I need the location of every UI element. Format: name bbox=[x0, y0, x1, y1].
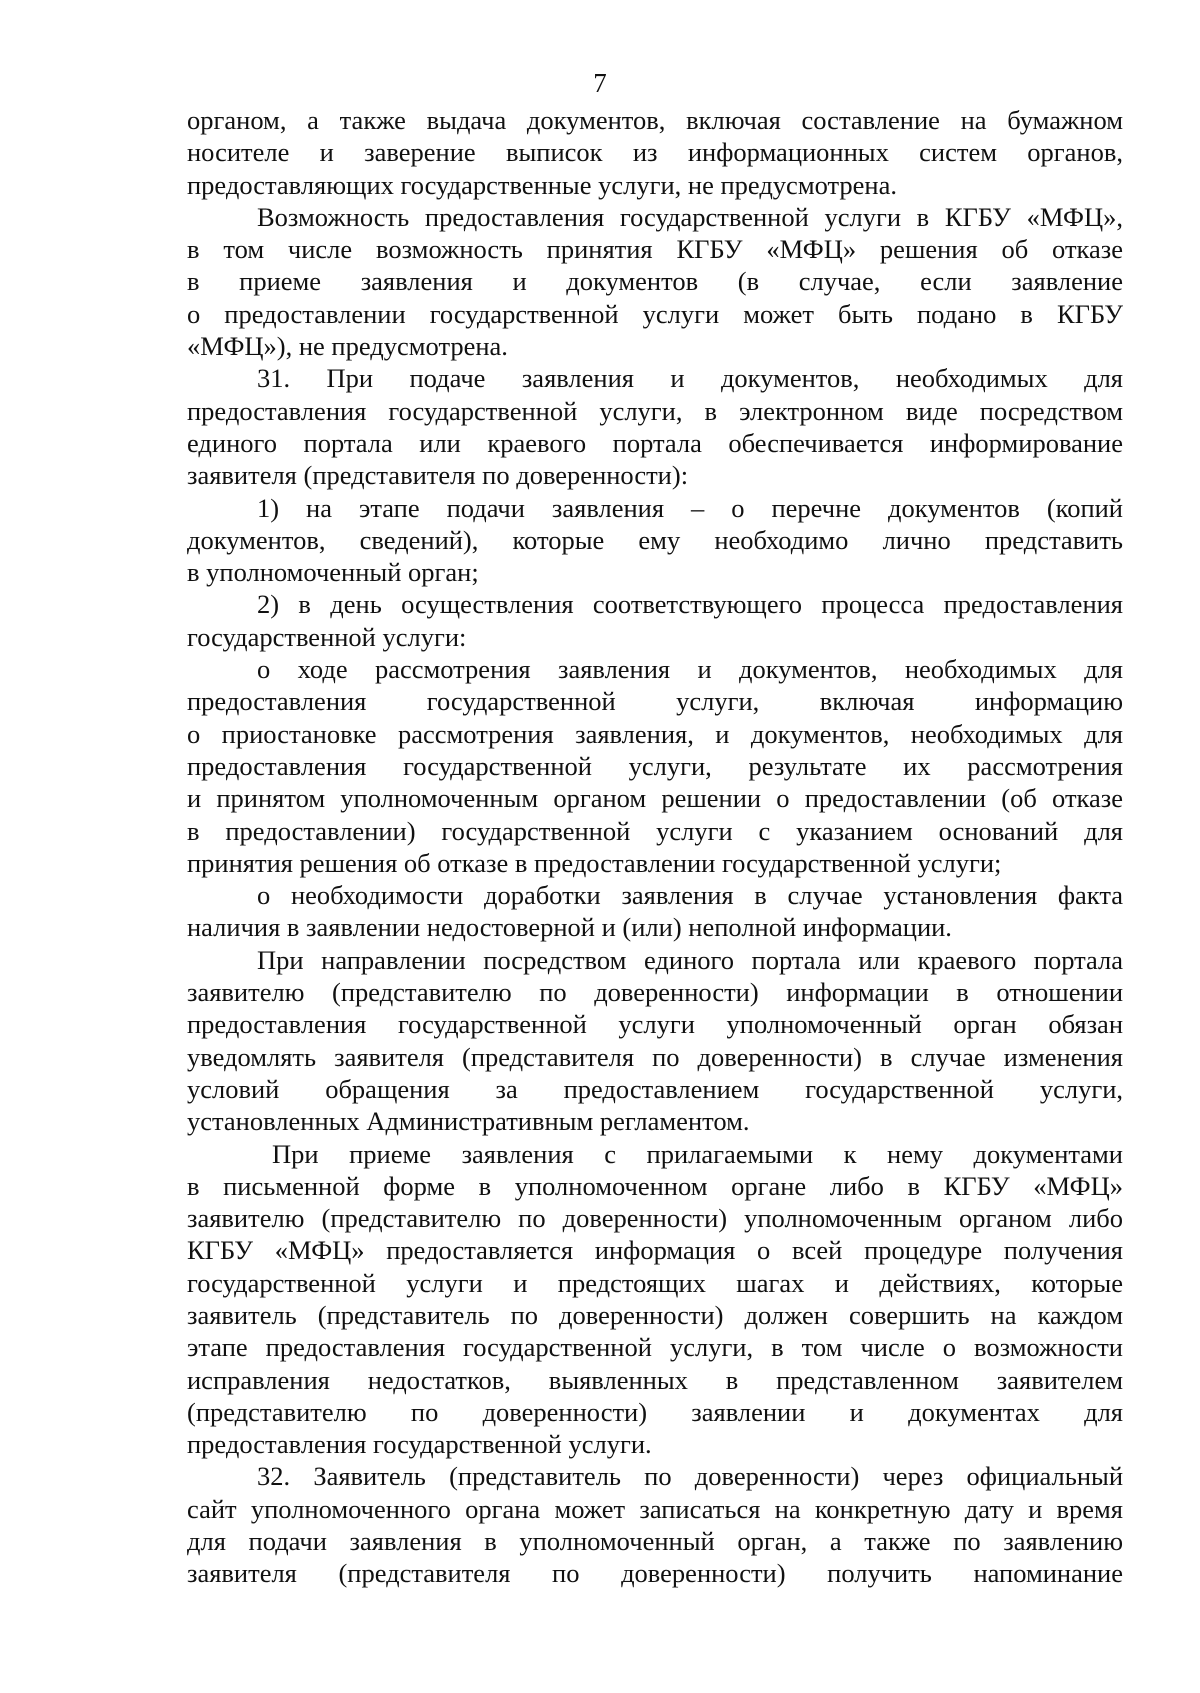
text-line: КГБУ «МФЦ» предоставляется информация о всей процедуре получения bbox=[187, 1235, 1123, 1266]
text-line: предоставления государственной услуги, результате их рассмотрения bbox=[187, 750, 1123, 781]
text-line: о предоставлении государственной услуги может быть подано в КГБУ bbox=[187, 298, 1123, 329]
text-line: этапе предоставления государственной услуги, в том числе о возможности bbox=[187, 1332, 1123, 1363]
paragraph bbox=[187, 362, 1123, 491]
text-line: о ходе рассмотрения заявления и документов, необходимых для bbox=[257, 654, 1123, 685]
text-line: сайт уполномоченного органа может записаться на конкретную дату и время bbox=[187, 1493, 1123, 1524]
text-line: заявителя (представителя по доверенности): bbox=[187, 460, 689, 491]
text-line: о необходимости доработки заявления в случае установления факта bbox=[257, 880, 1123, 911]
text-line: (представителю по доверенности) заявлении и документах для bbox=[187, 1396, 1123, 1427]
paragraph bbox=[187, 944, 1123, 1138]
text-line: в том числе возможность принятия КГБУ «МФЦ» решения об отказе bbox=[187, 234, 1123, 265]
text-line: 1) на этапе подачи заявления – о перечне документов (копий bbox=[257, 492, 1123, 523]
text-line: принятия решения об отказе в предоставлении государственной услуги; bbox=[187, 847, 1002, 878]
text-line: предоставления государственной услуги. bbox=[187, 1429, 652, 1460]
text-line: государственной услуги: bbox=[187, 621, 467, 652]
text-line: предоставления государственной услуги уполномоченный орган обязан bbox=[187, 1009, 1123, 1040]
text-line: заявитель (представитель по доверенности) должен совершить на каждом bbox=[187, 1299, 1123, 1330]
text-line: исправления недостатков, выявленных в представленном заявителем bbox=[187, 1364, 1123, 1395]
text-line: государственной услуги и предстоящих шагах и действиях, которые bbox=[187, 1267, 1123, 1298]
text-line: единого портала или краевого портала обеспечивается информирование bbox=[187, 427, 1123, 458]
text-line: заявителю (представителю по доверенности) информации в отношении bbox=[187, 977, 1123, 1008]
text-line: наличия в заявлении недостоверной и (или) неполной информации. bbox=[187, 912, 952, 943]
paragraph bbox=[187, 588, 1123, 653]
text-line: заявителя (представителя по доверенности) получить напоминание bbox=[187, 1558, 1123, 1589]
page-number: 7 bbox=[593, 68, 607, 98]
text-line: предоставляющих государственные услуги, не предусмотрена. bbox=[187, 169, 897, 200]
text-line: в письменной форме в уполномоченном органе либо в КГБУ «МФЦ» bbox=[187, 1170, 1123, 1201]
text-line: При приеме заявления с прилагаемыми к нему документами bbox=[272, 1138, 1123, 1169]
paragraph bbox=[187, 492, 1123, 589]
text-line: о приостановке рассмотрения заявления, и документов, необходимых для bbox=[187, 718, 1123, 749]
text-line: носителе и заверение выписок из информационных систем органов, bbox=[187, 137, 1123, 168]
text-line: заявителю (представителю по доверенности) уполномоченным органом либо bbox=[187, 1203, 1123, 1234]
paragraph bbox=[187, 201, 1123, 362]
text-line: Возможность предоставления государственной услуги в КГБУ «МФЦ», bbox=[257, 201, 1123, 232]
paragraph bbox=[187, 1460, 1123, 1589]
text-line: предоставления государственной услуги, включая информацию bbox=[187, 686, 1123, 717]
text-line: условий обращения за предоставлением государственной услуги, bbox=[187, 1073, 1123, 1104]
text-line: 2) в день осуществления соответствующего процесса предоставления bbox=[257, 589, 1123, 620]
text-line: документов, сведений), которые ему необходимо лично представить bbox=[187, 524, 1123, 555]
text-line: При направлении посредством единого портала или краевого портала bbox=[257, 944, 1123, 975]
text-line: уведомлять заявителя (представителя по доверенности) в случае изменения bbox=[187, 1041, 1123, 1072]
paragraph bbox=[187, 104, 1123, 201]
text-line: «МФЦ»), не предусмотрена. bbox=[187, 331, 508, 362]
paragraph bbox=[187, 1138, 1123, 1461]
text-line: установленных Административным регламентом. bbox=[187, 1106, 750, 1137]
text-line: в уполномоченный орган; bbox=[187, 557, 479, 588]
text-line: предоставления государственной услуги, в электронном виде посредством bbox=[187, 395, 1123, 426]
text-line: для подачи заявления в уполномоченный орган, а также по заявлению bbox=[187, 1526, 1123, 1557]
text-line: 31. При подаче заявления и документов, необходимых для bbox=[257, 363, 1123, 394]
paragraph bbox=[187, 879, 1123, 944]
text-line: 32. Заявитель (представитель по доверенности) через официальный bbox=[257, 1461, 1123, 1492]
text-line: в приеме заявления и документов (в случае, если заявление bbox=[187, 266, 1123, 297]
paragraph bbox=[187, 653, 1123, 879]
text-line: органом, а также выдача документов, включая составление на бумажном bbox=[187, 105, 1123, 135]
text-line: в предоставлении) государственной услуги с указанием оснований для bbox=[187, 815, 1123, 846]
text-line: и принятом уполномоченным органом решении о предоставлении (об отказе bbox=[187, 783, 1123, 814]
document-body bbox=[187, 104, 1123, 1590]
